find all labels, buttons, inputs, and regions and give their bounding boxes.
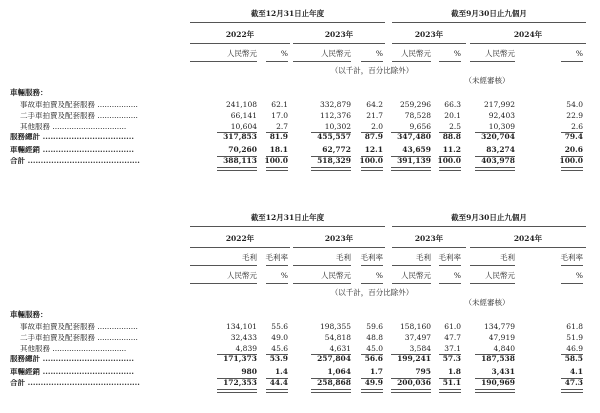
unit-header: 人民幣元 <box>227 49 257 58</box>
double-rule <box>266 389 288 393</box>
service-row-value: 47,919 <box>488 332 515 342</box>
metric-header: 毛利 <box>242 253 257 262</box>
service-row-value: 51.9 <box>566 332 583 342</box>
year-header: 2023年 <box>414 30 444 39</box>
unit-rule <box>470 283 515 284</box>
service-row-value: 2.6 <box>571 121 583 131</box>
service-row-value: 20.1 <box>444 110 461 120</box>
group-rule <box>392 22 586 23</box>
year-rule <box>190 43 290 44</box>
vehicle-sales-value: 795 <box>415 367 431 377</box>
service-row-value: 4,839 <box>235 343 257 353</box>
metric-header: 毛利 <box>500 253 515 262</box>
service-row-value: 64.2 <box>366 100 383 109</box>
group-rule <box>392 226 586 227</box>
unit-rule <box>392 61 431 62</box>
year-rule <box>470 247 586 248</box>
service-row-value: 10,309 <box>488 121 515 131</box>
unit-rule <box>561 283 583 284</box>
service-row-value: 10,302 <box>324 121 351 131</box>
service-row-value: 37.1 <box>444 343 461 353</box>
unit-header: % <box>575 271 583 280</box>
service-row-label: 二手車拍賣及配套服務 ................. <box>20 333 138 342</box>
vehicle-sales-value: 1.8 <box>447 367 461 377</box>
service-row-value: 78,528 <box>404 110 431 120</box>
service-row-value: 332,879 <box>319 100 351 109</box>
metric-rule <box>439 265 461 266</box>
service-row-value: 54.0 <box>566 100 583 109</box>
service-row-value: 4,631 <box>329 343 351 353</box>
double-rule <box>266 167 288 171</box>
grand-total-value: 172,353 <box>223 378 257 387</box>
service-row-label: 其他服務 ............................... <box>20 122 127 131</box>
year-rule <box>392 247 466 248</box>
service-row-value: 61.8 <box>566 322 583 331</box>
grand-total-value: 391,139 <box>397 156 431 165</box>
double-rule <box>217 389 257 393</box>
service-row-value: 45.6 <box>271 343 288 353</box>
grand-total-value: 200,036 <box>397 378 431 387</box>
service-total-value: 79.4 <box>564 132 583 142</box>
vehicle-sales-value: 3,431 <box>491 367 515 377</box>
service-row-value: 66,141 <box>230 110 257 120</box>
year-rule <box>190 247 290 248</box>
year-header: 2023年 <box>324 30 354 39</box>
unit-header: 人民幣元 <box>485 49 515 58</box>
vehicle-sales-value: 4.1 <box>569 367 583 377</box>
service-total-value: 57.3 <box>442 354 461 364</box>
service-row-value: 17.0 <box>271 110 288 120</box>
vehicle-sales-value: 20.6 <box>564 145 583 155</box>
unaudited-note: （未經審核） <box>464 298 510 307</box>
group-header: 截至9月30日止九個月 <box>451 9 527 18</box>
unit-rule <box>470 61 515 62</box>
metric-rule <box>361 265 383 266</box>
vehicle-sales-value: 11.2 <box>442 145 461 155</box>
vehicle-sales-value: 43,659 <box>402 145 431 155</box>
service-row-label: 事故車拍賣及配套服務 ................. <box>20 323 138 331</box>
unit-header: % <box>453 271 461 280</box>
service-total-value: 58.5 <box>564 354 583 364</box>
service-row-value: 54,818 <box>324 332 351 342</box>
metric-header: 毛利率 <box>360 253 383 262</box>
grand-total-value: 100.0 <box>359 156 383 165</box>
service-row-value: 134,779 <box>483 322 515 331</box>
grand-total-value: 47.3 <box>564 378 583 387</box>
grand-total-label: 合計 ........................................... <box>10 157 140 165</box>
service-row-value: 59.6 <box>366 322 383 331</box>
year-header: 2024年 <box>513 234 543 243</box>
year-header: 2023年 <box>414 234 444 243</box>
vehicle-sales-value: 18.1 <box>269 145 288 155</box>
unit-rule <box>293 283 351 284</box>
service-row-value: 259,296 <box>399 100 431 109</box>
unit-header: % <box>453 49 461 58</box>
service-row-value: 55.6 <box>271 322 288 331</box>
service-row-value: 49.0 <box>271 332 288 342</box>
service-row-value: 9,656 <box>409 121 431 131</box>
vehicle-sales-value: 83,274 <box>486 145 515 155</box>
double-rule <box>561 167 583 171</box>
service-row-value: 158,160 <box>399 322 431 331</box>
unaudited-note: （未經審核） <box>464 76 510 85</box>
double-rule <box>391 167 431 171</box>
metric-rule <box>190 265 257 266</box>
service-total-value: 455,557 <box>317 132 351 142</box>
unit-note: （以千計，百分比除外） <box>330 66 414 75</box>
unit-header: % <box>375 271 383 280</box>
vehicle-sales-value: 1,064 <box>327 367 351 377</box>
grand-total-value: 100.0 <box>264 156 288 165</box>
group-rule <box>190 226 385 227</box>
service-total-value: 56.6 <box>364 354 383 364</box>
service-row-value: 45.0 <box>366 343 383 353</box>
unit-header: 人民幣元 <box>227 271 257 280</box>
group-header: 截至12月31日止年度 <box>250 213 325 222</box>
vehicle-sales-value: 980 <box>241 367 257 377</box>
double-rule <box>561 389 583 393</box>
service-total-value: 317,853 <box>223 132 257 142</box>
metric-header: 毛利率 <box>438 253 461 262</box>
group-header: 截至12月31日止年度 <box>250 9 325 18</box>
year-rule <box>293 247 385 248</box>
unit-rule <box>361 283 383 284</box>
metric-rule <box>293 265 351 266</box>
unit-header: 人民幣元 <box>321 271 351 280</box>
unit-header: 人民幣元 <box>401 49 431 58</box>
unit-rule <box>190 283 257 284</box>
double-rule <box>475 389 515 393</box>
metric-header: 毛利率 <box>265 253 288 262</box>
double-rule <box>311 167 351 171</box>
vehicle-sales-value: 1.4 <box>274 367 288 377</box>
grand-total-value: 403,978 <box>481 156 515 165</box>
unit-rule <box>392 283 431 284</box>
double-rule <box>311 389 351 393</box>
unit-header: 人民幣元 <box>485 271 515 280</box>
unit-header: 人民幣元 <box>321 49 351 58</box>
metric-rule <box>392 265 431 266</box>
service-row-label: 二手車拍賣及配套服務 ................. <box>20 111 138 120</box>
double-rule <box>439 167 461 171</box>
year-rule <box>392 43 466 44</box>
vehicle-sales-value: 70,260 <box>228 145 257 155</box>
year-header: 2022年 <box>225 30 255 39</box>
grand-total-label: 合計 ........................................... <box>10 379 140 387</box>
grand-total-value: 51.1 <box>442 378 461 387</box>
service-total-value: 81.9 <box>269 132 288 142</box>
service-row-value: 62.1 <box>271 100 288 109</box>
unit-rule <box>439 283 461 284</box>
grand-total-value: 388,113 <box>223 156 257 165</box>
double-rule <box>439 389 461 393</box>
section-label: 車輛服務： <box>10 310 48 319</box>
year-header: 2024年 <box>513 30 543 39</box>
service-row-value: 22.9 <box>566 110 583 120</box>
service-row-value: 241,108 <box>225 100 257 109</box>
grand-total-value: 100.0 <box>437 156 461 165</box>
unit-header: % <box>575 49 583 58</box>
double-rule <box>391 389 431 393</box>
metric-header: 毛利 <box>336 253 351 262</box>
service-total-value: 53.9 <box>269 354 288 364</box>
service-total-label: 服務總計 ................................... <box>10 355 134 363</box>
grand-total-value: 49.9 <box>364 378 383 387</box>
unit-note: （以千計，百分比除外） <box>330 288 414 297</box>
unit-rule <box>266 61 288 62</box>
double-rule <box>475 167 515 171</box>
unit-rule <box>439 61 461 62</box>
unit-rule <box>293 61 351 62</box>
service-total-value: 257,804 <box>317 354 351 364</box>
double-rule <box>217 167 257 171</box>
year-header: 2022年 <box>225 234 255 243</box>
service-total-value: 187,538 <box>481 354 515 364</box>
service-row-value: 61.0 <box>444 322 461 331</box>
unit-header: % <box>375 49 383 58</box>
vehicle-sales-value: 1.7 <box>369 367 383 377</box>
service-total-label: 服務總計 ................................... <box>10 133 134 141</box>
unit-rule <box>561 61 583 62</box>
service-total-value: 87.9 <box>364 132 383 142</box>
unit-rule <box>361 61 383 62</box>
double-rule <box>361 389 383 393</box>
grand-total-value: 518,329 <box>317 156 351 165</box>
year-rule <box>470 43 586 44</box>
service-row-value: 134,101 <box>225 322 257 331</box>
service-row-value: 48.8 <box>366 332 383 342</box>
metric-header: 毛利 <box>416 253 431 262</box>
service-row-value: 10,604 <box>230 121 257 131</box>
grand-total-value: 190,969 <box>481 378 515 387</box>
year-header: 2023年 <box>324 234 354 243</box>
year-rule <box>293 43 385 44</box>
metric-rule <box>561 265 583 266</box>
metric-rule <box>470 265 515 266</box>
grand-total-value: 100.0 <box>559 156 583 165</box>
vehicle-sales-label: 車輛經銷 ................................... <box>10 146 134 154</box>
service-row-value: 3,584 <box>409 343 431 353</box>
service-row-label: 其他服務 ............................... <box>20 344 127 353</box>
service-row-value: 66.3 <box>444 100 461 109</box>
unit-rule <box>266 283 288 284</box>
service-row-value: 32,433 <box>230 332 257 342</box>
service-row-value: 112,376 <box>319 110 351 120</box>
service-row-value: 2.5 <box>449 121 461 131</box>
grand-total-value: 44.4 <box>269 378 288 387</box>
service-row-value: 4,840 <box>493 343 515 353</box>
grand-total-value: 258,868 <box>317 378 351 387</box>
service-total-value: 171,373 <box>223 354 257 364</box>
service-row-value: 2.0 <box>371 121 383 131</box>
service-total-value: 347,480 <box>397 132 431 142</box>
service-total-value: 199,241 <box>397 354 431 364</box>
service-total-value: 320,704 <box>481 132 515 142</box>
service-row-value: 46.9 <box>566 343 583 353</box>
unit-rule <box>190 61 257 62</box>
group-rule <box>190 22 385 23</box>
service-row-value: 2.7 <box>276 121 288 131</box>
vehicle-sales-label: 車輛經銷 ................................... <box>10 368 134 376</box>
service-total-value: 88.8 <box>442 132 461 142</box>
service-row-value: 92,403 <box>488 110 515 120</box>
unit-header: 人民幣元 <box>401 271 431 280</box>
service-row-value: 21.7 <box>366 110 383 120</box>
metric-rule <box>266 265 288 266</box>
unit-header: % <box>280 49 288 58</box>
service-row-value: 217,992 <box>483 100 515 109</box>
vehicle-sales-value: 12.1 <box>364 145 383 155</box>
double-rule <box>361 167 383 171</box>
unit-header: % <box>280 271 288 280</box>
service-row-value: 47.7 <box>444 332 461 342</box>
vehicle-sales-value: 62,772 <box>322 145 351 155</box>
service-row-value: 198,355 <box>319 322 351 331</box>
section-label: 車輛服務： <box>10 88 48 97</box>
service-row-label: 事故車拍賣及配套服務 ................. <box>20 101 138 109</box>
service-row-value: 37,497 <box>404 332 431 342</box>
group-header: 截至9月30日止九個月 <box>451 213 527 222</box>
metric-header: 毛利率 <box>560 253 583 262</box>
